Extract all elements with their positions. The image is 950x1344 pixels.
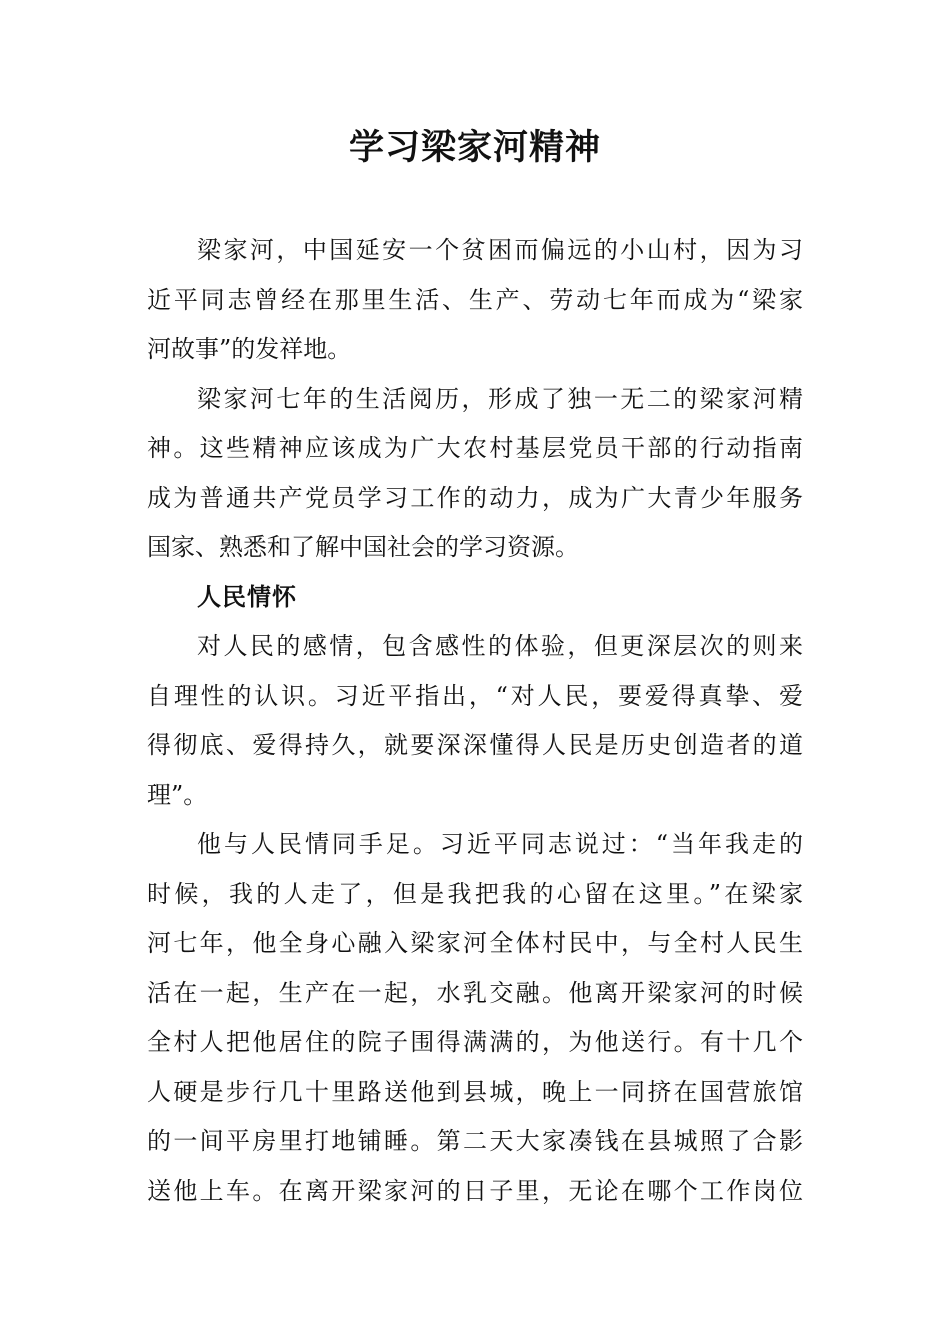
paragraph-line: 神。这些精神应该成为广大农村基层党员干部的行动指南	[147, 434, 803, 462]
paragraph-line: 对人民的感情，包含感性的体验，但更深层次的则来	[197, 632, 803, 660]
section-heading: 人民情怀	[197, 582, 297, 611]
paragraph-line: 活在一起，生产在一起，水乳交融。他离开梁家河的时候	[147, 978, 803, 1007]
document-title: 学习梁家河精神	[348, 127, 601, 168]
paragraph-line: 成为普通共产党员学习工作的动力，成为广大青少年服务	[147, 483, 803, 512]
paragraph-line: 河故事”的发祥地。	[147, 335, 352, 363]
paragraph-line: 的一间平房里打地铺睡。第二天大家凑钱在县城照了合影	[147, 1127, 803, 1155]
paragraph-line: 近平同志曾经在那里生活、生产、劳动七年而成为“梁家	[147, 285, 803, 314]
paragraph-line: 他与人民情同手足。习近平同志说过：“当年我走的	[197, 830, 803, 858]
paragraph-line: 全村人把他居住的院子围得满满的，为他送行。有十几个	[147, 1028, 803, 1056]
paragraph-line: 理”。	[147, 780, 208, 809]
paragraph-line: 自理性的认识。习近平指出，“对人民，要爱得真挚、爱	[147, 681, 803, 710]
paragraph-line: 梁家河七年的生活阅历，形成了独一无二的梁家河精	[197, 384, 803, 413]
document-body	[147, 226, 803, 1216]
paragraph-line: 得彻底、爱得持久，就要深深懂得人民是历史创造者的道	[147, 731, 803, 759]
paragraph-line: 时候，我的人走了，但是我把我的心留在这里。”在梁家	[147, 879, 803, 908]
paragraph-line: 国家、熟悉和了解中国社会的学习资源。	[147, 533, 579, 561]
paragraph-line: 梁家河，中国延安一个贫困而偏远的小山村，因为习	[197, 236, 803, 264]
paragraph-line: 送他上车。在离开梁家河的日子里，无论在哪个工作岗位	[147, 1176, 803, 1205]
paragraph-line: 河七年，他全身心融入梁家河全体村民中，与全村人民生	[147, 929, 803, 957]
paragraph-line: 人硬是步行几十里路送他到县城，晚上一同挤在国营旅馆	[147, 1077, 803, 1106]
